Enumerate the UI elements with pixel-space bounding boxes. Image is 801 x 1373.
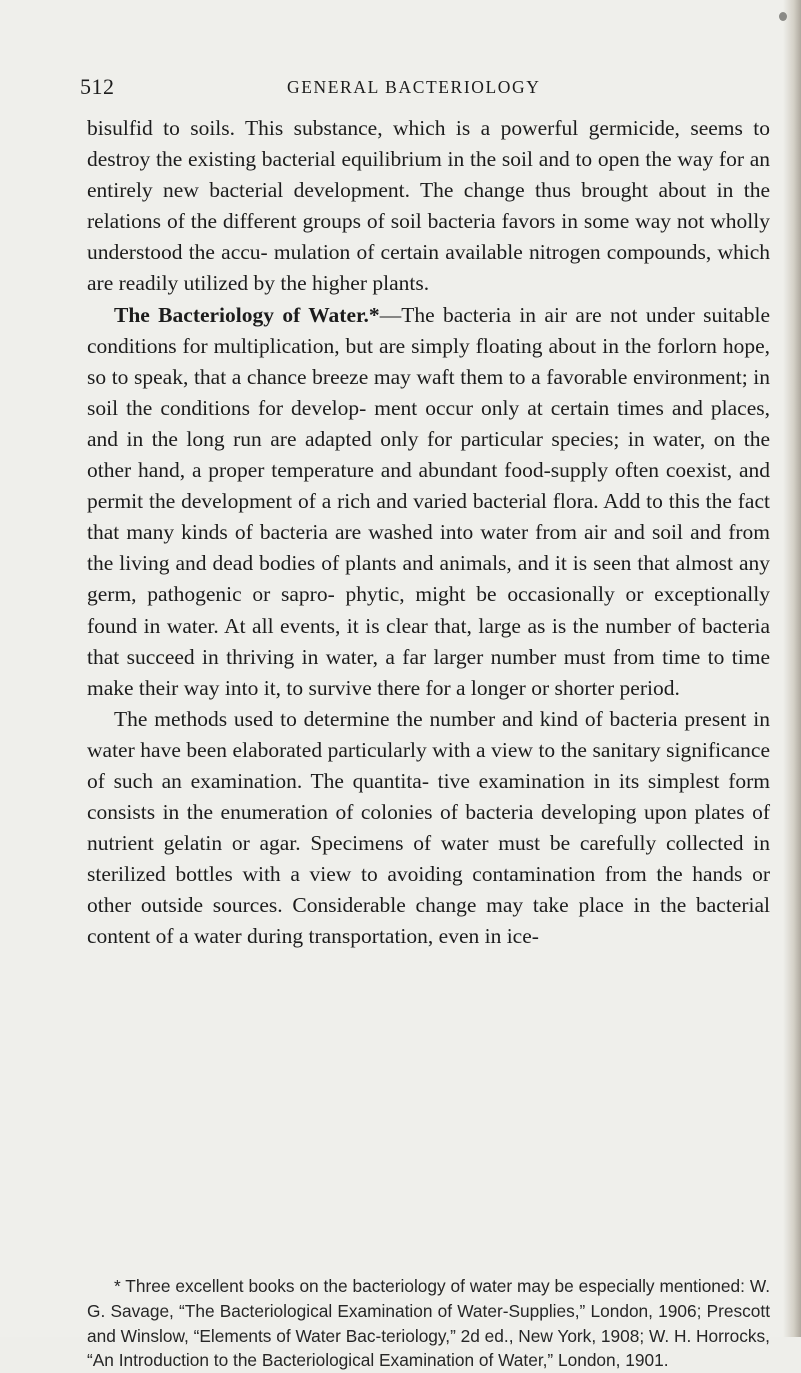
footnote-text: * Three excellent books on the bacteriology of water may be especially mentioned: W. G. Savage, “The Bacteriological Examination of Water-Supplies,” London, 1906; Prescott and Winslow, “Elements of Water Bac-teriology,” 2d ed., New York, 1908; W. H. Horrocks, “An Introduction to the Bacteriological Examination of Water,” London, 1901. <box>87 1276 770 1371</box>
page-number: 512 <box>80 74 115 99</box>
main-text <box>87 113 770 953</box>
paragraph-water-bacteriology <box>87 300 770 704</box>
footnote <box>87 1274 770 1373</box>
paragraph-text: —The bacteria in air are not under suitable conditions for multiplication, but are simply floating about in the forlorn hope, so to speak, that a chance breeze may waft them to a favorable environment; in soil the conditions for develop- ment occur only at certain times and places, and in the long run are adapted only for particular species; in water, on the other hand, a proper temperature and abundant food-supply often coexist, and permit the development of a rich and varied bacterial flora. Add to this the fact that many kinds of bacteria are washed into water from air and soil and from the living and dead bodies of plants and animals, and it is seen that almost any germ, pathogenic or sapro- phytic, might be occasionally or exceptionally found in water. At all events, it is clear that, large as is the number of bacteria that succeed in thriving in water, a far larger number must from time to time make their way into it, to survive there for a longer or shorter period. <box>87 302 770 700</box>
paragraph-continuation: bisulfid to soils. This substance, which is a powerful germicide, seems to destroy the existing bacterial equilibrium in the soil and to open the way for an entirely new bacterial development. The change thus brought about in the relations of the different groups of soil bacteria favors in some way not wholly understood the accu- mulation of certain available nitrogen compounds, which are readily utilized by the higher plants. <box>87 116 770 296</box>
ink-spot <box>779 12 787 21</box>
section-heading: The Bacteriology of Water.* <box>114 302 380 327</box>
paragraph-methods: The methods used to determine the number and kind of bacteria present in water have been elaborated particularly with a view to the sanitary significance of such an examination. The quantita- tive examination in its simplest form consists in the enumeration of colonies of bacteria developing upon plates of nutrient gelatin or agar. Specimens of water must be carefully collected in sterilized bottles with a view to avoiding contamination from the hands or other outside sources. Considerable change may take place in the bacterial content of a water during transportation, even in ice- <box>87 706 770 949</box>
page-edge-shadow <box>783 0 801 1337</box>
running-title: GENERAL BACTERIOLOGY <box>287 77 541 97</box>
